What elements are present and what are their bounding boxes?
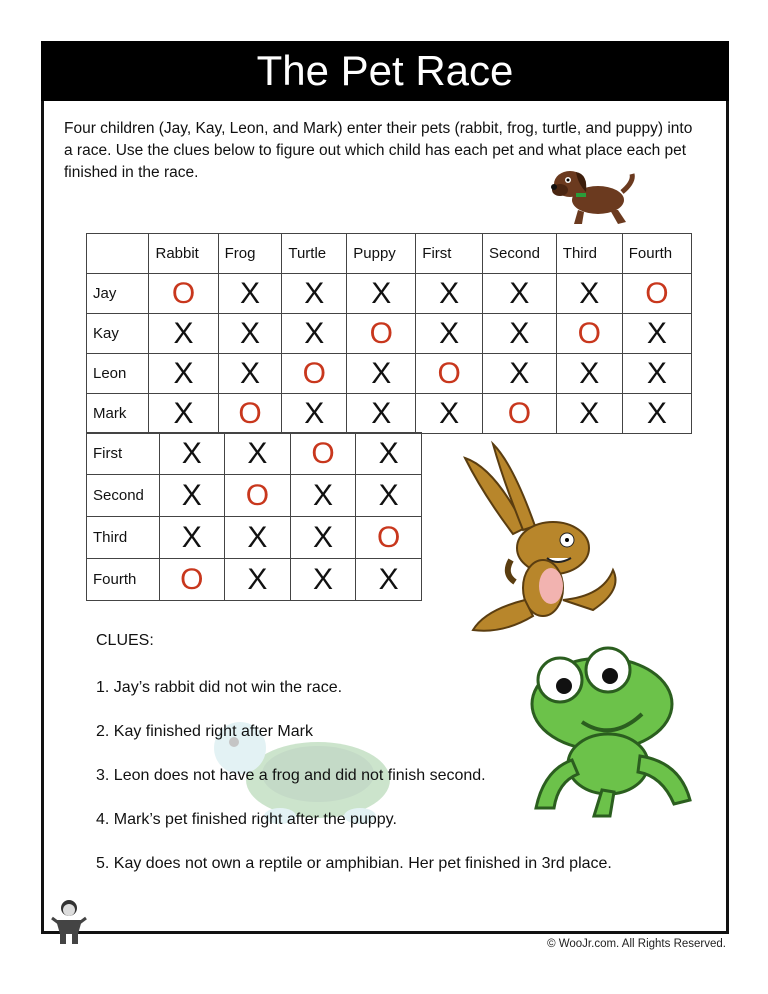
grid-col-header: Third — [556, 234, 622, 274]
grid-cell-mark[interactable]: O — [356, 517, 422, 559]
grid-cell-mark[interactable]: X — [159, 517, 225, 559]
grid-cell-mark[interactable]: X — [149, 314, 218, 354]
copyright-text: © WooJr.com. All Rights Reserved. — [547, 938, 726, 950]
frog-icon — [512, 640, 702, 820]
grid-col-header: Turtle — [282, 234, 347, 274]
grid-cell-mark[interactable]: O — [225, 475, 291, 517]
grid-cell-mark[interactable]: X — [416, 394, 483, 434]
grid-cell-mark[interactable]: X — [149, 394, 218, 434]
grid-cell-mark[interactable]: X — [282, 394, 347, 434]
page-title: The Pet Race — [41, 41, 729, 101]
grid-cell-mark[interactable]: X — [356, 475, 422, 517]
grid-cell-mark[interactable]: O — [218, 394, 282, 434]
kid-logo-icon — [48, 898, 90, 946]
grid-col-header: Fourth — [622, 234, 691, 274]
grid-cell-mark[interactable]: X — [483, 354, 557, 394]
grid-row-label: Mark — [87, 394, 149, 434]
grid-row-label: Leon — [87, 354, 149, 394]
grid-col-header: Puppy — [347, 234, 416, 274]
grid-cell-mark[interactable]: X — [356, 433, 422, 475]
grid-cell-mark[interactable]: X — [290, 517, 356, 559]
grid-header-row — [87, 234, 692, 274]
grid-cell-mark[interactable]: X — [556, 394, 622, 434]
clue-2: 2. Kay finished right after Mark — [96, 723, 313, 740]
grid-cell-mark[interactable]: O — [159, 559, 225, 601]
puppy-icon — [548, 160, 638, 228]
grid-col-header: Rabbit — [149, 234, 218, 274]
grid-cell-mark[interactable]: X — [225, 559, 291, 601]
grid-cell-mark[interactable]: X — [290, 559, 356, 601]
grid-cell-mark[interactable]: X — [556, 274, 622, 314]
grid-col-header: First — [416, 234, 483, 274]
grid-cell-mark[interactable]: O — [483, 394, 557, 434]
grid-cell-mark[interactable]: O — [347, 314, 416, 354]
grid-cell-mark[interactable]: X — [356, 559, 422, 601]
grid-cell-mark[interactable]: X — [282, 274, 347, 314]
grid-cell-mark[interactable]: X — [416, 274, 483, 314]
logic-grid-bottom — [86, 432, 422, 601]
clue-1: 1. Jay’s rabbit did not win the race. — [96, 679, 343, 696]
grid-row-label: Second — [87, 475, 160, 517]
grid-row-fourth — [87, 559, 422, 601]
grid-cell-mark[interactable]: X — [347, 394, 416, 434]
logic-grid-top — [86, 233, 692, 434]
grid-cell-mark[interactable]: X — [622, 354, 691, 394]
grid-cell-mark[interactable]: X — [159, 475, 225, 517]
grid-row-kay — [87, 314, 692, 354]
rabbit-icon — [455, 440, 625, 635]
grid-row-second — [87, 475, 422, 517]
grid-cell-mark[interactable]: X — [282, 314, 347, 354]
grid-row-mark — [87, 394, 692, 434]
grid-cell-mark[interactable]: X — [149, 354, 218, 394]
grid-cell-mark[interactable]: O — [149, 274, 218, 314]
grid-cell-mark[interactable]: X — [416, 314, 483, 354]
grid-row-label: First — [87, 433, 160, 475]
grid-cell-mark[interactable]: X — [483, 274, 557, 314]
grid-col-header: Second — [483, 234, 557, 274]
grid-cell-mark[interactable]: O — [290, 433, 356, 475]
grid-cell-mark[interactable]: X — [622, 394, 691, 434]
clues-heading: CLUES: — [96, 632, 154, 649]
clue-5: 5. Kay does not own a reptile or amphibian. Her pet finished in 3rd place. — [96, 855, 612, 872]
grid-cell-mark[interactable]: X — [218, 314, 282, 354]
grid-row-label: Jay — [87, 274, 149, 314]
grid-row-label: Fourth — [87, 559, 160, 601]
grid-row-leon — [87, 354, 692, 394]
grid-row-label: Kay — [87, 314, 149, 354]
grid-cell-mark[interactable]: X — [622, 314, 691, 354]
grid-cell-mark[interactable]: X — [556, 354, 622, 394]
grid-col-header: Frog — [218, 234, 282, 274]
grid-cell-mark[interactable]: X — [290, 475, 356, 517]
clue-4: 4. Mark’s pet finished right after the puppy. — [96, 811, 397, 828]
grid-row-label: Third — [87, 517, 160, 559]
grid-row-third — [87, 517, 422, 559]
grid-cell-mark[interactable]: X — [483, 314, 557, 354]
grid-cell-mark[interactable]: O — [556, 314, 622, 354]
clue-3: 3. Leon does not have a frog and did not finish second. — [96, 767, 486, 784]
intro-text: Four children (Jay, Kay, Leon, and Mark) enter their pets (rabbit, frog, turtle, and puppy) into a race. Use the clues below to figure out which child has each pet and what place each pet finished in the race. — [64, 120, 693, 181]
grid-cell-mark[interactable]: O — [282, 354, 347, 394]
grid-cell-mark[interactable]: X — [159, 433, 225, 475]
grid-row-first — [87, 433, 422, 475]
grid-cell-mark[interactable]: X — [225, 517, 291, 559]
grid-cell-mark[interactable]: O — [416, 354, 483, 394]
grid-cell-mark[interactable]: X — [218, 354, 282, 394]
grid-row-jay — [87, 274, 692, 314]
grid-cell-mark[interactable]: X — [347, 274, 416, 314]
grid-cell-mark[interactable]: X — [218, 274, 282, 314]
grid-cell-mark[interactable]: O — [622, 274, 691, 314]
grid-cell-mark[interactable]: X — [347, 354, 416, 394]
grid-cell-mark[interactable]: X — [225, 433, 291, 475]
